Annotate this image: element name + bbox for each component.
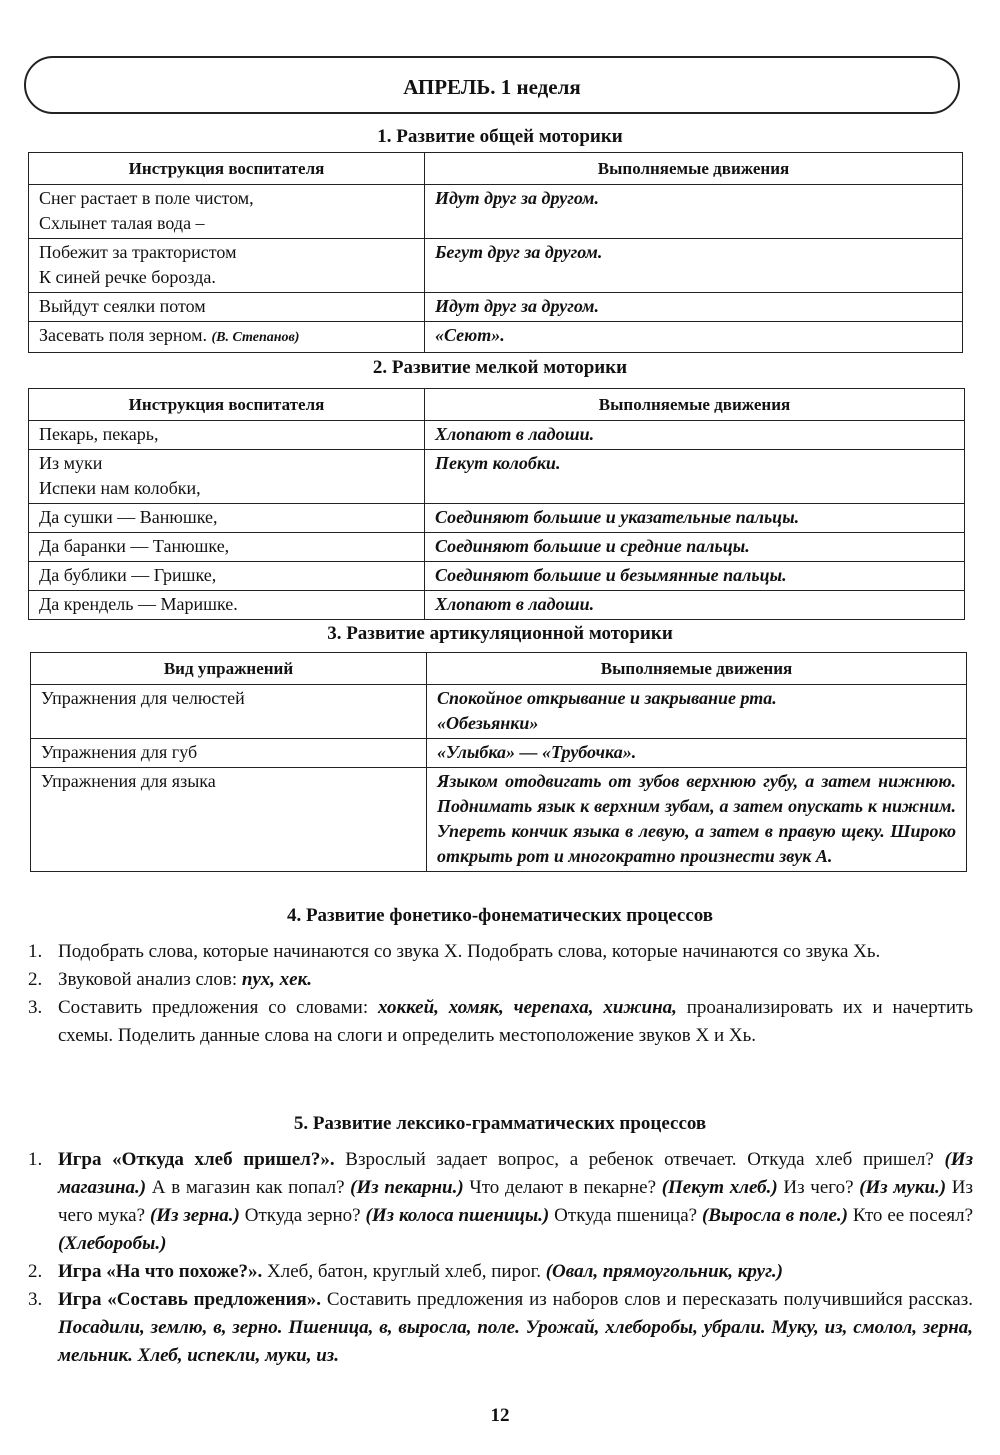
question-text: Хлеб, батон, круглый хлеб, пирог. [262,1261,546,1282]
game-title: Игра «Откуда хлеб пришел?». [58,1149,335,1170]
answer-text: (Хлеборобы.) [58,1233,167,1254]
page-title: АПРЕЛЬ. 1 неделя [24,56,960,114]
answer-text: (Из колоса пшеницы.) [365,1205,550,1226]
column-header: Выполняемые движения [425,153,963,185]
column-header: Выполняемые движения [425,389,965,421]
list-item: 2. Игра «На что похоже?». Хлеб, батон, круглый хлеб, пирог. (Овал, прямоугольник, круг.) [28,1261,783,1282]
table-row: Из муки Испеки нам колобки, Пекут колобки. [29,450,965,504]
answer-text: (Из муки.) [859,1177,947,1198]
question-text: Из чего? [777,1177,860,1198]
table-row: Побежит за трактористом К синей речке борозда. Бегут друг за другом. [29,239,963,293]
table-row: Да баранки — Танюшке, Соединяют большие и средние пальцы. [29,533,965,562]
answer-text: (Овал, прямоугольник, круг.) [545,1261,783,1282]
list-item: 3. Игра «Составь предложения». Составить предложения из наборов слов и пересказать получившийся рассказ. Посадили, землю, в, зерно. Пшеница, в, выросла, поле. Урожай, хлеборобы, убрали. Муку, из, смолол, зерна, мельник. Хлеб, испекли, муки, из. [28,1289,973,1366]
question-text: Взрослый задает вопрос, а ребенок отвечает. Откуда хлеб пришел? [334,1149,945,1170]
table-row: Засевать поля зерном. (В. Степанов) «Сеют». [29,322,963,353]
column-header: Выполняемые движения [427,653,967,685]
answer-text: (Пекут хлеб.) [661,1177,778,1198]
answer-text: (Из пекарни.) [350,1177,464,1198]
list-item: 1. Подобрать слова, которые начинаются со звука Х. Подобрать слова, которые начинаются со звука Хь. [28,941,881,962]
game-title: Игра «На что похоже?». [58,1261,263,1282]
question-text: Откуда пшеница? [549,1205,702,1226]
answer-text: Посадили, землю, в, зерно. Пшеница, в, выросла, поле. Урожай, хлеборобы, убрали. Муку, из, смолол, зерна, мельник. Хлеб, испекли, муки, из. [58,1317,973,1366]
section2-title: 2. Развитие мелкой моторики [372,357,628,378]
column-header: Инструкция воспитателя [29,153,425,185]
question-text: А в магазин как попал? [146,1177,351,1198]
table-row: Да сушки — Ванюшке, Соединяют большие и указательные пальцы. [29,504,965,533]
column-header: Инструкция воспитателя [29,389,425,421]
table-row: Да крендель — Маришке. Хлопают в ладоши. [29,591,965,620]
answer-text: (Выросла в поле.) [701,1205,849,1226]
question-text: Составить предложения из наборов слов и пересказать получившийся рассказ. [321,1289,973,1310]
table-header-row [29,389,965,421]
section5-title: 5. Развитие лексико-грамматических процессов [293,1113,707,1134]
section3-title: 3. Развитие артикуляционной моторики [327,623,673,644]
table-row: Упражнения для губ «Улыбка» — «Трубочка». [31,739,967,768]
section3-table [30,652,967,872]
table-row: Пекарь, пекарь, Хлопают в ладоши. [29,421,965,450]
table-row: Упражнения для челюстей Спокойное открывание и закрывание рта. «Обезьянки» [31,685,967,739]
question-text: Из чего мука? [58,1177,973,1226]
section4-list [28,938,973,1050]
table-row: Снег растает в поле чистом, Схлынет талая вода – Идут друг за другом. [29,185,963,239]
table-row: Упражнения для языка Языком отодвигать от зубов верхнюю губу, а затем нижнюю. Поднимать язык к верхним зубам, а затем опускать к нижним. Упереть кончик языка в левую, а затем в правую щеку. Широко открыть рот и многократно произнести звук А. [31,768,967,872]
question-text: Откуда зерно? [239,1205,366,1226]
section5-list [28,1146,973,1370]
page-number: 12 [490,1405,510,1426]
section1-table [28,152,963,353]
question-text: Что делают в пекарне? [463,1177,662,1198]
table-row: Да бублики — Гришке, Соединяют большие и безымянные пальцы. [29,562,965,591]
poem-author: (В. Степанов) [211,330,300,345]
table-header-row [31,653,967,685]
table-header-row [29,153,963,185]
game-title: Игра «Составь предложения». [58,1289,322,1310]
question-text: Кто ее посеял? [848,1205,973,1226]
column-header: Вид упражнений [31,653,427,685]
table-row: Выйдут сеялки потом Идут друг за другом. [29,293,963,322]
section1-title: 1. Развитие общей моторики [377,126,623,147]
answer-text: (Из зерна.) [149,1205,240,1226]
list-item: 2. Звуковой анализ слов: пух, хек. [28,969,312,990]
section4-title: 4. Развитие фонетико-фонематических процессов [286,905,714,926]
list-item: 3. Составить предложения со словами: хоккей, хомяк, черепаха, хижина, проанализировать их и начертить схемы. Поделить данные слова на слоги и определить местоположение звуков Х и Хь. [28,997,973,1046]
answer-text: (Из магазина.) [58,1149,973,1198]
list-item: 1. Игра «Откуда хлеб пришел?». Взрослый задает вопрос, а ребенок отвечает. Откуда хлеб пришел? (Из магазина.) А в магазин как попал? (Из пекарни.) Что делают в пекарне? (Пекут хлеб.) Из чего? (Из муки.) Из чего мука? (Из зерна.) Откуда зерно? (Из колоса пшеницы.) Откуда пшеница? (Выросла в поле.) Кто ее посеял? (Хлеборобы.) [28,1149,973,1254]
section2-table [28,388,965,620]
